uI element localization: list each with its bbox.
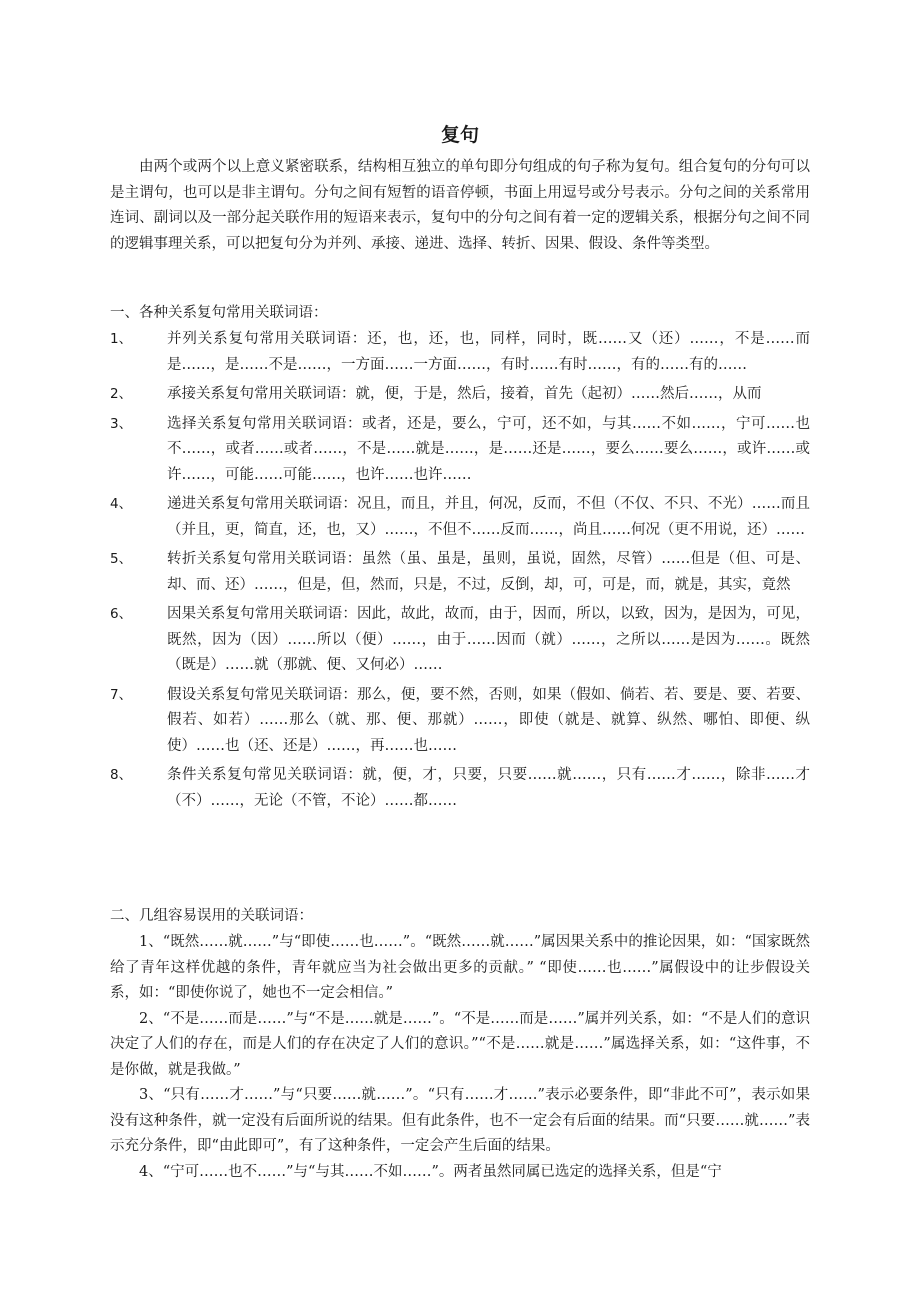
intro-paragraph: 由两个或两个以上意义紧密联系，结构相互独立的单句即分句组成的句子称为复句。组合复句的分句可以是主谓句，也可以是非主谓句。分句之间有短暂的语音停顿，书面上用逗号或分号表示。分句之间的关系常用连词、副词以及一部分起关联作用的短语来表示，复句中的分句之间有着一定的逻辑关系，根据分句之间不同的逻辑事理关系，可以把复句分为并列、承接、递进、选择、转折、因果、假设、条件等类型。: [110, 159, 810, 252]
list-item: [110, 412, 810, 489]
list-item: [110, 547, 810, 598]
list-item-number: 2、: [110, 386, 133, 402]
list-item-number: 6、: [110, 606, 133, 622]
section2-paragraph: 3、“只有……才……”与“只要……就……”。“只有……才……”表示必要条件，即“非此不可”，表示如果没有这种条件，就一定没有后面所说的结果。但有此条件，也不一定会有后面的结果。而“只要……就……”表示充分条件，即“由此即可”，有了这种条件，一定会产生后面的结果。: [110, 1087, 810, 1154]
list-item-number: 4、: [110, 496, 133, 512]
list-item: [110, 492, 810, 543]
list-item: [110, 763, 810, 814]
list-item: [110, 602, 810, 679]
list-item-text: 假设关系复句常见关联词语：那么，便，要不然，否则，如果（假如、倘若、若、要是、要、若要、假若、如若）……那么（就、那、便、那就）……，即使（就是、就算、纵然、哪怕、即便、纵使）……也（还、还是）……，再……也……: [167, 686, 810, 754]
section2-paragraph: 4、“宁可……也不……”与“与其……不如……”。两者虽然同属已选定的选择关系，但是“宁: [139, 1163, 722, 1180]
section2-paragraph: 2、“不是……而是……”与“不是……就是……”。“不是……而是……”属并列关系，如：“不是人们的意识决定了人们的存在，而是人们的存在决定了人们的意识。”“不是……就是……”属选择关系，如：“这件事，不是你做，就是我做。”: [110, 1010, 810, 1078]
list-item-text: 递进关系复句常用关联词语：况且，而且，并且，何况，反而，不但（不仅、不只、不光）……而且（并且，更，简直，还，也，又）……，不但不……反而……，尚且……何况（更不用说，还）……: [167, 496, 810, 538]
list-item-text: 并列关系复句常用关联词语：还，也，还，也，同样，同时，既……又（还）……，不是……而是……，是……不是……，一方面……一方面……，有时……有时……，有的……有的……: [167, 331, 810, 373]
list-item-text: 因果关系复句常用关联词语：因此，故此，故而，由于，因而，所以，以致，因为，是因为，可见，既然，因为（因）……所以（便）……，由于……因而（就）……，之所以……是因为……。既然（既是）……就（那就、便、又何必）……: [167, 606, 810, 673]
list-item-number: 8、: [110, 767, 133, 783]
list-item-number: 1、: [110, 331, 133, 347]
conjunction-list: [110, 327, 810, 818]
section2-body: [110, 930, 810, 1185]
list-item: [110, 327, 810, 378]
list-item: [110, 683, 810, 760]
list-item-number: 7、: [110, 686, 133, 703]
list-item-text: 条件关系复句常见关联词语：就，便，才，只要，只要……就……，只有……才……，除非……才（不）……，无论（不管，不论）……都……: [167, 767, 810, 809]
page-title: 复句: [440, 124, 479, 146]
list-item-number: 5、: [110, 551, 133, 567]
section2-heading: 二、几组容易误用的关联词语：: [110, 908, 313, 924]
section2-paragraph: 1、“既然……就……”与“即使……也……”。“既然……就……”属因果关系中的推论因果，如：“国家既然给了青年这样优越的条件，青年就应当为社会做出更多的贡献。” “即使……也……”属假设中的让步假设关系，如：“即使你说了，她也不一定会相信。”: [110, 934, 810, 1001]
list-item-text: 选择关系复句常用关联词语：或者，还是，要么，宁可，还不如，与其……不如……，宁可……也不……，或者……或者……，不是……就是……，是……还是……，要么……要么……，或许……或许……，可能……可能……，也许……也许……: [167, 415, 810, 483]
list-item: [110, 382, 810, 408]
list-item-text: 转折关系复句常用关联词语：虽然（虽、虽是，虽则，虽说，固然，尽管）……但是（但、可是、却、而、还）……，但是，但，然而，只是，不过，反倒，却，可，可是，而，就是，其实，竟然: [167, 551, 810, 593]
list-item-number: 3、: [110, 415, 133, 432]
section1-heading: 一、各种关系复句常用关联词语：: [110, 305, 328, 321]
list-item-text: 承接关系复句常用关联词语：就，便，于是，然后，接着，首先（起初）……然后……，从而: [167, 386, 762, 402]
